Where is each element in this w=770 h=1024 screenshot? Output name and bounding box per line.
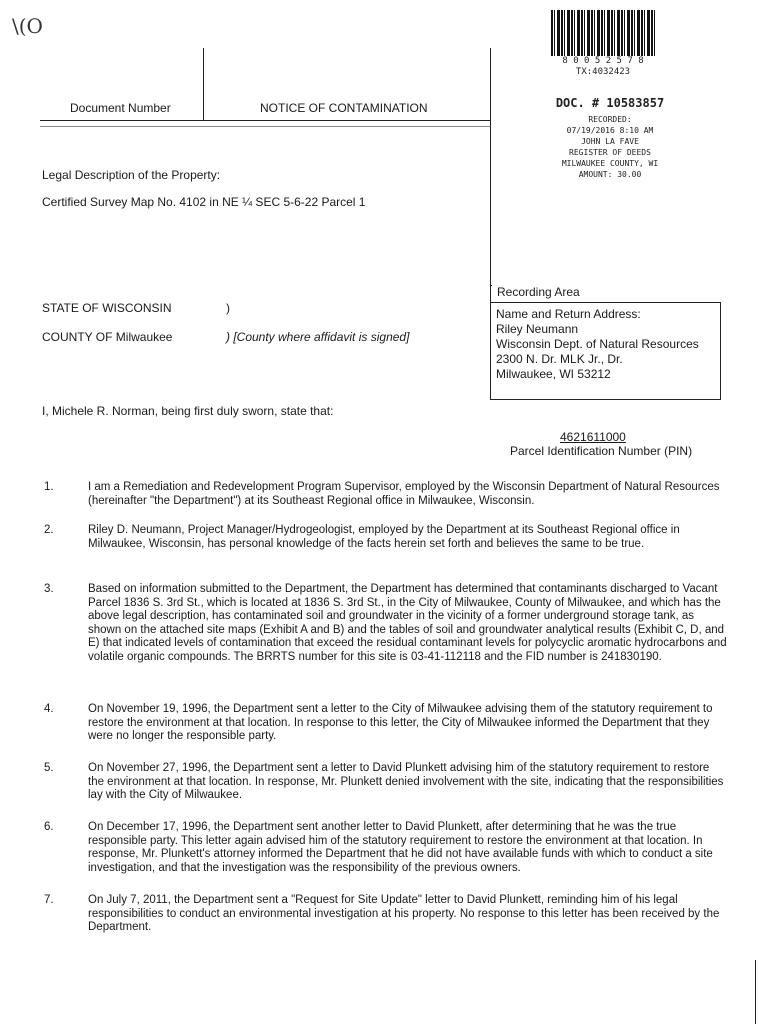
recording-column-divider (490, 48, 491, 400)
recording-stamp-line: MILWAUKEE COUNTY, WI (561, 159, 659, 168)
return-address-label: Name and Return Address: (496, 307, 641, 321)
affidavit-intro: I, Michele R. Norman, being first duly sworn, state that: (42, 404, 334, 418)
header-rule-light (40, 126, 490, 127)
venue-county: COUNTY OF Milwaukee (42, 330, 173, 344)
return-address-bottom-rule (490, 399, 721, 400)
header-rule (40, 120, 490, 121)
scan-edge-line (755, 960, 756, 1024)
paragraph-text: On November 19, 1996, the Department sent a letter to the City of Milwaukee advising them of the statutory requirement to restore the environment at that location. In response to this letter, the City of Milwaukee informed the Department that they were no longer the responsible party. (88, 703, 713, 742)
barcode-digits: 8 0 0 5 2 5 7 8 (562, 56, 644, 66)
paragraph-number: 5. (44, 762, 54, 774)
paragraph-number: 3. (44, 583, 54, 595)
recording-stamp-line: AMOUNT: 30.00 (578, 170, 642, 179)
recording-stamp-line: RECORDED: (588, 115, 632, 124)
paragraph-number: 6. (44, 821, 54, 833)
venue-state: STATE OF WISCONSIN (42, 301, 172, 315)
barcode-image (551, 10, 655, 56)
paragraph-text: Based on information submitted to the Department, the Department has determined that contaminants discharged to Vacant Parcel 1836 S. 3rd St., which is located at 1836 S. 3rd St., in the City of Milwaukee, County of Milwaukee, and which has the above legal description, has contaminated soil and groundwater in the vicinity of a former underground storage tank, as shown on the attached site maps (Exhibit A and B) and the tables of soil and groundwater analytical results (Exhibit C, D, and E) that indicated levels of contamination that exceed the residual contaminant levels for polycyclic aromatic hydrocarbons and volatile organic compounds. The BRRTS number for this site is 03-41-112118 and the FID number is 241830190. (88, 583, 727, 663)
return-address-line: Riley Neumann (496, 322, 579, 336)
handwritten-page-mark: \(O (12, 14, 43, 38)
return-address-block (496, 307, 699, 382)
return-address-line: Milwaukee, WI 53212 (496, 367, 611, 381)
paragraph-text: I am a Remediation and Redevelopment Program Supervisor, employed by the Wisconsin Department of Natural Resources (hereinafter "the Department") at its Southeast Regional office in Milwaukee, Wisconsin. (88, 481, 720, 507)
barcode-tx: TX:4032423 (575, 67, 631, 77)
document-title: NOTICE OF CONTAMINATION (260, 101, 428, 115)
return-address-line: Wisconsin Dept. of Natural Resources (496, 337, 699, 351)
paragraph-text: On July 7, 2011, the Department sent a "Request for Site Update" letter to David Plunkett, reminding him of his legal responsibilities to conduct an environmental investigation at his property. No response to this letter has been received by the Department. (88, 894, 720, 933)
paragraph-number: 4. (44, 703, 54, 715)
paragraph-text: On December 17, 1996, the Department sent another letter to David Plunkett, after determining that he was the true responsible party. This letter again advised him of the statutory requirement to restore the environment at that location. In response, Mr. Plunkett's attorney informed the Department that he did not have available funds with which to conduct a site investigation, and that the investigation was the responsibility of the previous owners. (88, 821, 713, 874)
venue-county-paren: ) [County where affidavit is signed] (226, 330, 410, 344)
paragraph-number: 1. (44, 481, 54, 493)
paragraph-number: 2. (44, 524, 54, 536)
document-number-label: Document Number (70, 101, 171, 115)
return-address-right-border (720, 302, 721, 400)
paragraph-text: On November 27, 1996, the Department sent a letter to David Plunkett advising him of the statutory requirement to restore the environment at that location. In response, Mr. Plunkett denied involvement with the site, indicating that the responsibilities lay with the City of Milwaukee. (88, 762, 724, 801)
paragraph-text: Riley D. Neumann, Project Manager/Hydrogeologist, employed by the Department at its Southeast Regional office in Milwaukee, Wisconsin, has personal knowledge of the facts herein set forth and believes the same to be true. (88, 524, 680, 550)
recording-stamp-line: REGISTER OF DEEDS (569, 148, 651, 157)
venue-state-paren: ) (226, 301, 230, 315)
recording-stamp-line: 07/19/2016 8:10 AM (566, 126, 654, 135)
pin-label: Parcel Identification Number (PIN) (510, 444, 693, 458)
legal-description-label: Legal Description of the Property: (42, 168, 221, 182)
header-divider-left (203, 48, 204, 120)
recording-doc-number: DOC. # 10583857 (555, 96, 665, 110)
recording-area-rule (490, 302, 720, 303)
recording-stamp-lines (520, 114, 700, 180)
recording-area-tick (490, 285, 492, 286)
return-address-line: 2300 N. Dr. MLK Jr., Dr. (496, 352, 623, 366)
pin-number: 4621611000 (560, 430, 626, 444)
paragraph-number: 7. (44, 894, 54, 906)
recording-stamp-line: JOHN LA FAVE (581, 137, 639, 146)
legal-description-value: Certified Survey Map No. 4102 in NE ¼ SEC 5-6-22 Parcel 1 (42, 195, 366, 209)
recording-area-label: Recording Area (497, 285, 580, 299)
